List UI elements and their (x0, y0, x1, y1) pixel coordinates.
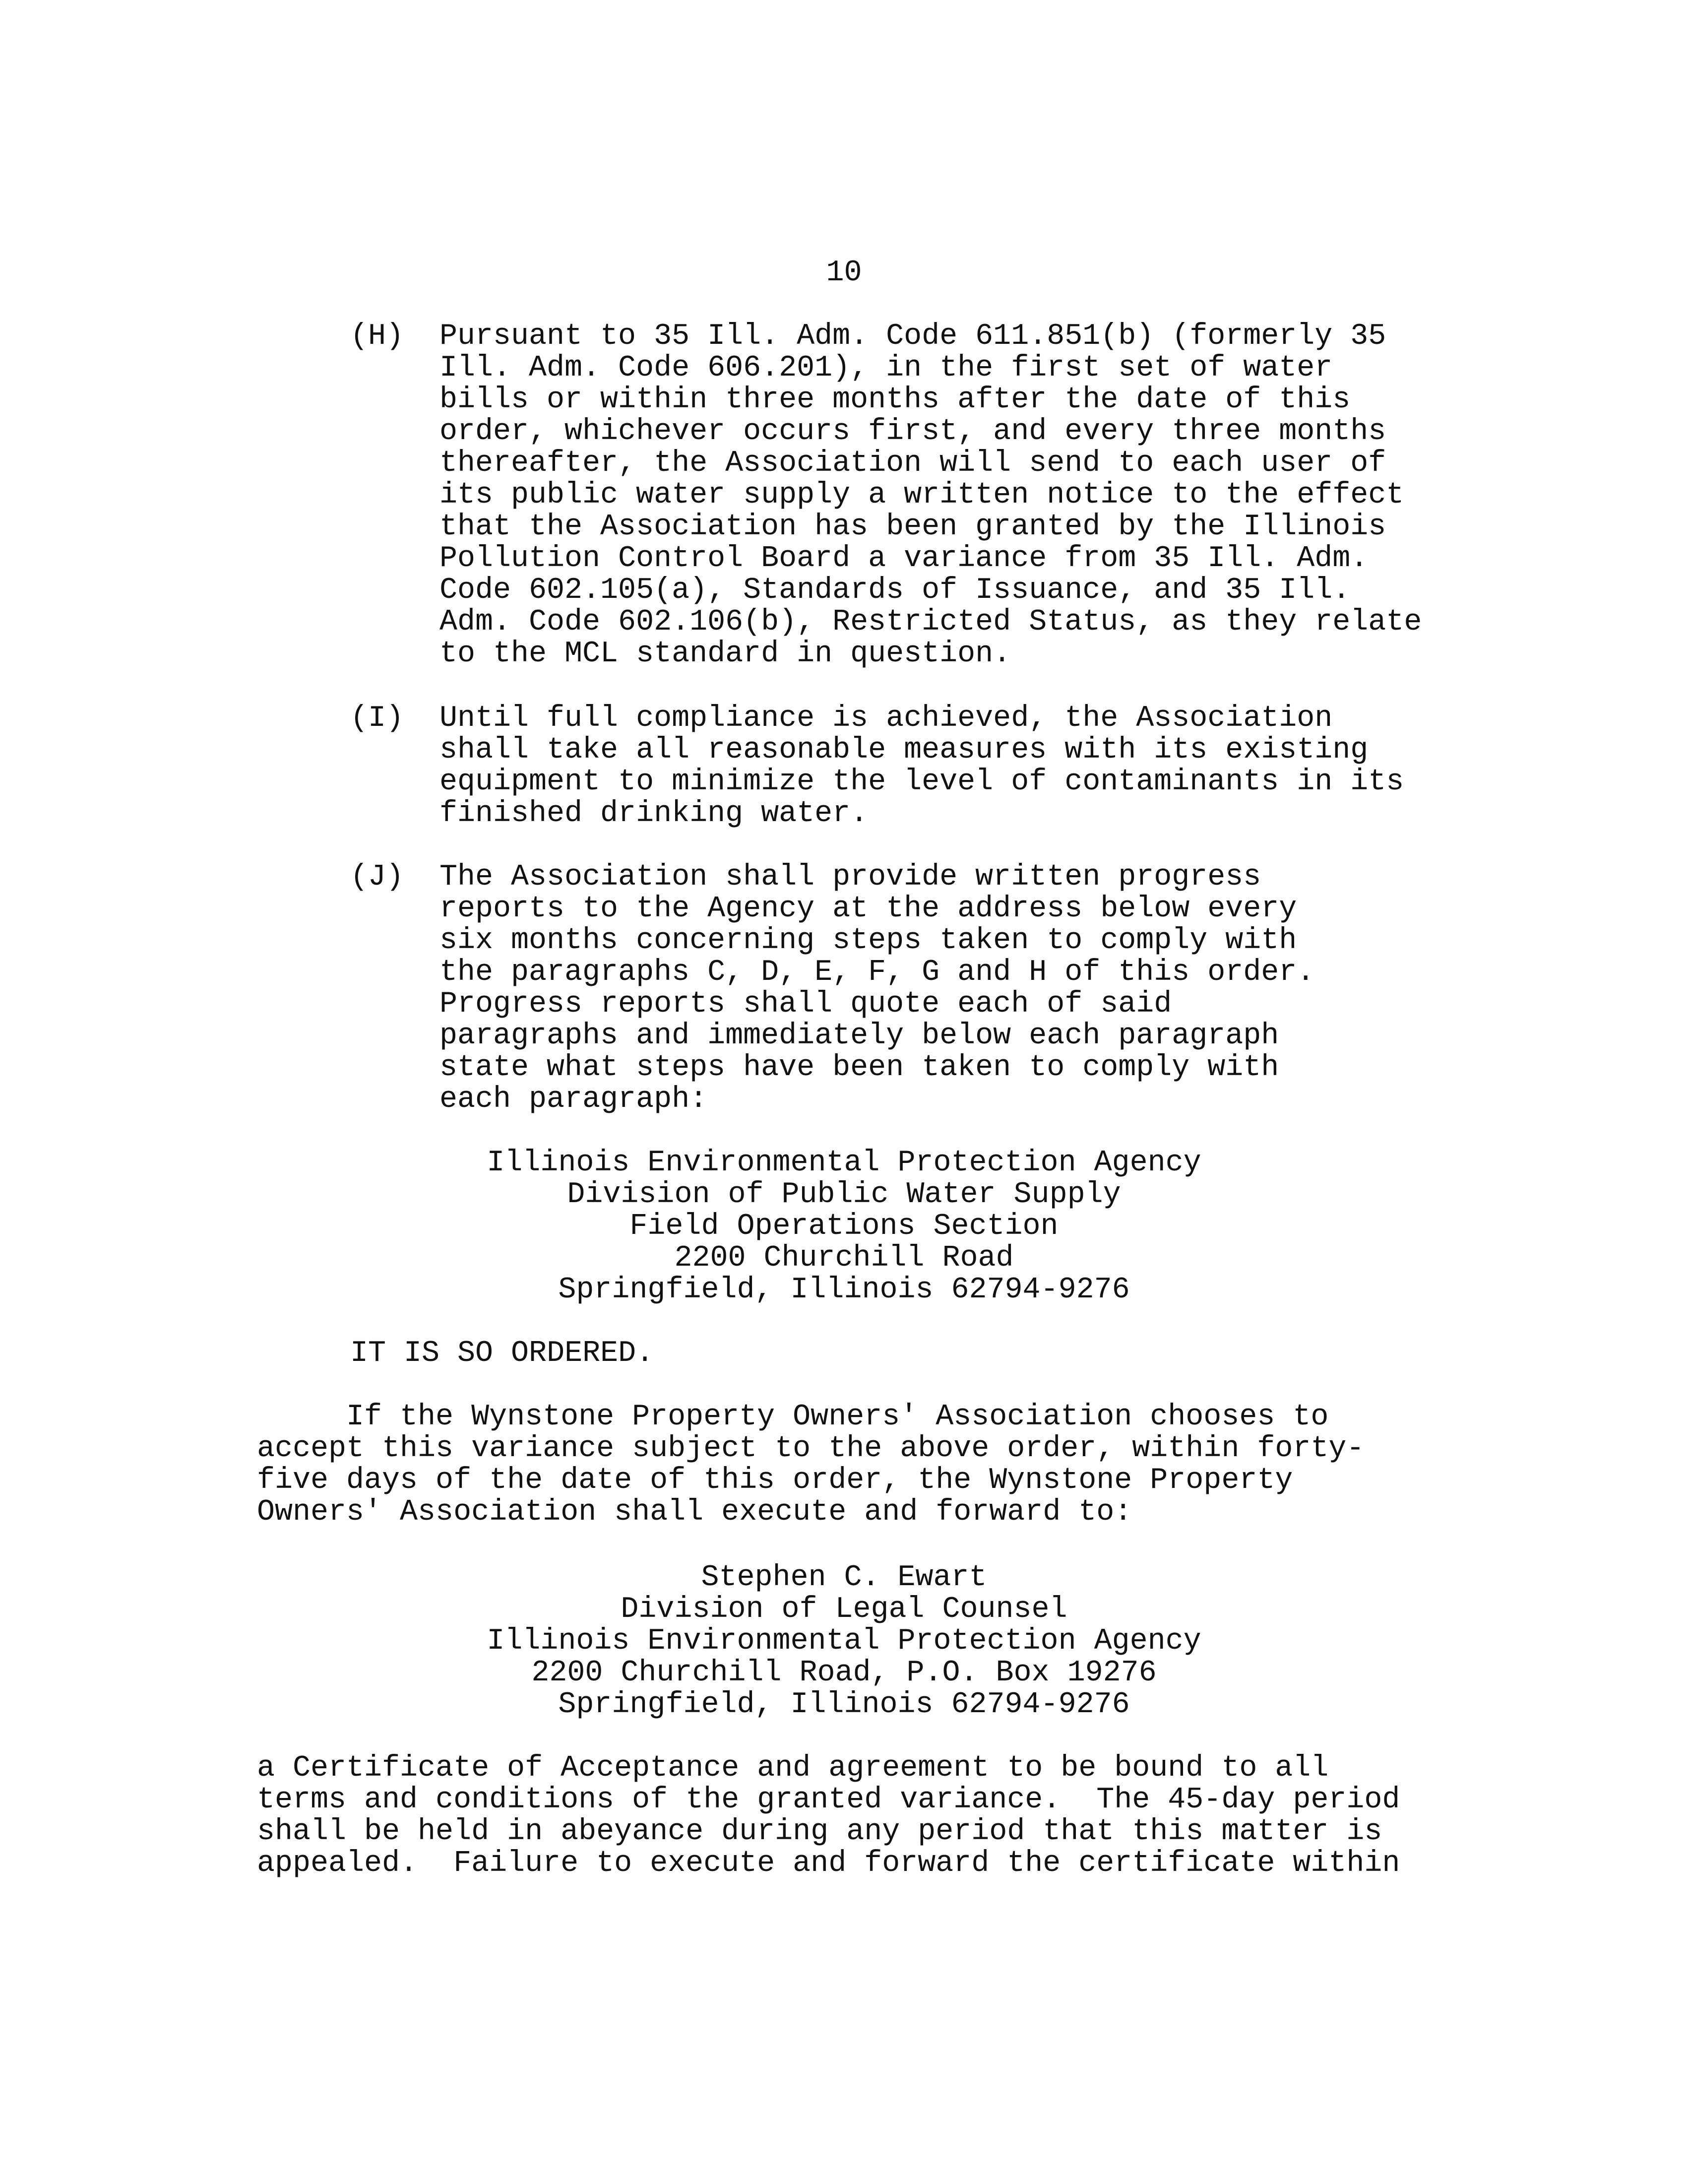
paragraph-line: terms and conditions of the granted variance. The 45-day period (257, 1783, 1400, 1817)
item-line: Progress reports shall quote each of said (439, 987, 1172, 1021)
item-body (439, 703, 1404, 830)
item-marker: (I) (350, 702, 404, 735)
paragraph-line: a Certificate of Acceptance and agreement to be bound to all (257, 1751, 1329, 1785)
paragraph-line: Owners' Association shall execute and forward to: (257, 1495, 1132, 1529)
item-line: order, whichever occurs first, and every three months (439, 415, 1386, 449)
page-number: 10 (826, 256, 862, 290)
paragraph-line: If the Wynstone Property Owners' Association chooses to (257, 1400, 1329, 1434)
address-line: Division of Public Water Supply (567, 1178, 1121, 1212)
item-line: bills or within three months after the date of this (439, 383, 1351, 417)
item-line: each paragraph: (439, 1083, 708, 1116)
item-line: Pursuant to 35 Ill. Adm. Code 611.851(b) (formerly 35 (439, 320, 1386, 353)
item-line: Pollution Control Board a variance from 35 Ill. Adm. (439, 542, 1369, 576)
address-line: Illinois Environmental Protection Agency (487, 1146, 1201, 1180)
item-line: six months concerning steps taken to comply with (439, 924, 1297, 958)
item-line: equipment to minimize the level of contaminants in its (439, 765, 1404, 799)
address-line: 2200 Churchill Road (674, 1241, 1014, 1275)
ordered-statement: IT IS SO ORDERED. (350, 1337, 654, 1370)
item-line: state what steps have been taken to comply with (439, 1051, 1279, 1085)
paragraph-line: accept this variance subject to the above order, within forty- (257, 1432, 1365, 1466)
item-marker: (J) (350, 860, 404, 894)
item-line: shall take all reasonable measures with its existing (439, 733, 1369, 767)
item-body (439, 321, 1422, 670)
item-marker: (H) (350, 320, 404, 353)
address-line: Stephen C. Ewart (701, 1561, 987, 1595)
agency-address-block (0, 1147, 1688, 1306)
address-line: Springfield, Illinois 62794-9276 (558, 1273, 1130, 1307)
paragraph-line: appealed. Failure to execute and forward the certificate within (257, 1847, 1400, 1880)
item-line: finished drinking water. (439, 797, 869, 831)
item-line: The Association shall provide written progress (439, 860, 1261, 894)
address-line: 2200 Churchill Road, P.O. Box 19276 (531, 1656, 1157, 1690)
certificate-paragraph (257, 1752, 1400, 1879)
item-line: Code 602.105(a), Standards of Issuance, and 35 Ill. (439, 574, 1351, 607)
acceptance-paragraph (257, 1401, 1364, 1528)
counsel-address-block (0, 1562, 1688, 1721)
item-line: to the MCL standard in question. (439, 637, 1011, 671)
address-line: Division of Legal Counsel (621, 1593, 1067, 1626)
item-line: that the Association has been granted by the Illinois (439, 510, 1386, 544)
item-line: thereafter, the Association will send to each user of (439, 447, 1386, 480)
address-line: Illinois Environmental Protection Agency (487, 1624, 1201, 1658)
address-line: Springfield, Illinois 62794-9276 (558, 1688, 1130, 1722)
item-line: its public water supply a written notice to the effect (439, 478, 1404, 512)
item-line: Until full compliance is achieved, the Association (439, 702, 1333, 735)
paragraph-line: shall be held in abeyance during any period that this matter is (257, 1815, 1382, 1849)
item-body (439, 861, 1314, 1115)
address-line: Field Operations Section (629, 1210, 1059, 1243)
item-line: reports to the Agency at the address below every (439, 892, 1297, 926)
paragraph-line: five days of the date of this order, the Wynstone Property (257, 1464, 1293, 1497)
item-line: Adm. Code 602.106(b), Restricted Status, as they relate (439, 605, 1422, 639)
item-line: the paragraphs C, D, E, F, G and H of this order. (439, 956, 1315, 989)
item-line: Ill. Adm. Code 606.201), in the first set of water (439, 351, 1333, 385)
item-line: paragraphs and immediately below each paragraph (439, 1019, 1279, 1053)
